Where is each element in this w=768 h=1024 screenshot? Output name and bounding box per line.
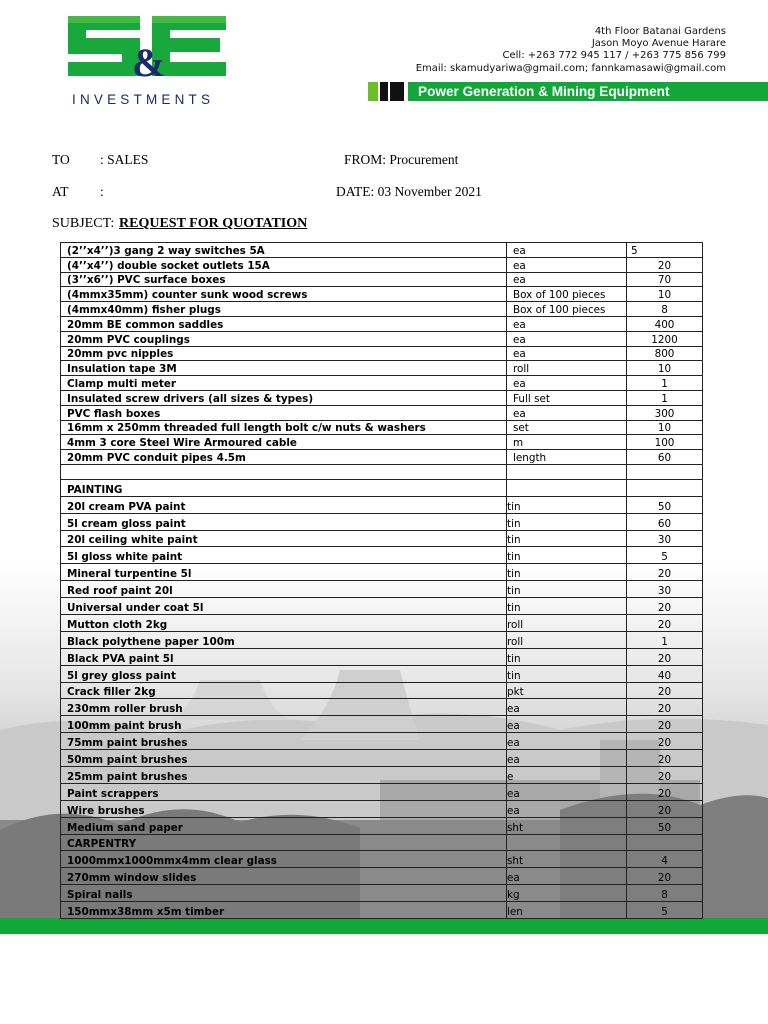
table-row [61,598,703,615]
quotation-table-body [61,243,703,919]
memo-from: FROM: Procurement [344,152,459,167]
quantity-cell: 20 [627,257,703,272]
quantity-cell: 20 [627,767,703,784]
item-cell: Universal under coat 5l [61,598,507,615]
table-row [61,257,703,272]
unit-cell: ea [507,257,627,272]
unit-cell: len [507,902,627,919]
logo-subtitle: INVESTMENTS [72,92,215,107]
unit-cell: kg [507,885,627,902]
unit-cell: pkt [507,682,627,699]
quantity-cell [627,464,703,479]
item-cell: 75mm paint brushes [61,733,507,750]
item-cell: 5l grey gloss paint [61,665,507,682]
unit-cell: ea [507,868,627,885]
footer-green-band [0,918,768,934]
quantity-cell: 100 [627,435,703,450]
email-line: Email: skamudyariwa@gmail.com; fannkamasawi@gmail.com [415,62,726,74]
item-cell: CARPENTRY [61,834,507,851]
table-row [61,716,703,733]
unit-cell: ea [507,376,627,391]
banner-tagline: Power Generation & Mining Equipment [418,84,670,99]
table-row [61,800,703,817]
item-cell: Paint scrappers [61,783,507,800]
unit-cell: roll [507,631,627,648]
unit-cell: tin [507,564,627,581]
quantity-cell: 20 [627,716,703,733]
unit-cell: sht [507,817,627,834]
item-cell [61,464,507,479]
quantity-cell: 20 [627,564,703,581]
table-section-row [61,479,703,496]
quantity-cell: 1 [627,390,703,405]
table-row [61,817,703,834]
table-row [61,885,703,902]
table-row [61,665,703,682]
item-cell: 150mmx38mm x5m timber [61,902,507,919]
unit-cell: roll [507,361,627,376]
unit-cell: tin [507,496,627,513]
item-cell: Crack filler 2kg [61,682,507,699]
item-cell: Spiral nails [61,885,507,902]
unit-cell: tin [507,665,627,682]
header-banner [368,82,768,101]
table-row [61,346,703,361]
table-row [61,376,703,391]
quantity-cell: 1 [627,631,703,648]
table-row [61,464,703,479]
item-cell: Medium sand paper [61,817,507,834]
table-row [61,547,703,564]
table-row [61,868,703,885]
memo-subject-value: REQUEST FOR QUOTATION [119,216,308,231]
quantity-cell: 50 [627,496,703,513]
unit-cell: ea [507,750,627,767]
unit-cell: ea [507,331,627,346]
table-row [61,733,703,750]
address-line-1: 4th Floor Batanai Gardens [594,26,726,37]
quantity-cell: 5 [627,547,703,564]
phone-line: Cell: +263 772 945 117 / +263 775 856 799 [502,50,726,62]
item-cell: (2’’x4’’)3 gang 2 way switches 5A [61,243,507,258]
memo-at-value: : [100,184,104,199]
unit-cell: sht [507,851,627,868]
table-row [61,513,703,530]
unit-cell: ea [507,733,627,750]
unit-cell [507,479,627,496]
unit-cell: ea [507,800,627,817]
unit-cell: tin [507,513,627,530]
item-cell: PVC flash boxes [61,405,507,420]
item-cell: 20mm PVC couplings [61,331,507,346]
quantity-cell: 5 [627,902,703,919]
table-row [61,331,703,346]
banner-accent-block [368,82,378,101]
unit-cell: m [507,435,627,450]
item-cell: 5l cream gloss paint [61,513,507,530]
item-cell: Clamp multi meter [61,376,507,391]
quantity-cell: 20 [627,598,703,615]
quantity-cell: 1 [627,376,703,391]
quantity-cell: 50 [627,817,703,834]
item-cell: 25mm paint brushes [61,767,507,784]
company-contact-block [416,26,726,75]
quantity-cell: 20 [627,750,703,767]
unit-cell: ea [507,346,627,361]
item-cell: 100mm paint brush [61,716,507,733]
item-cell: (4’’x4’’) double socket outlets 15A [61,257,507,272]
table-row [61,631,703,648]
unit-cell: Full set [507,390,627,405]
unit-cell: set [507,420,627,435]
unit-cell: ea [507,716,627,733]
table-row [61,405,703,420]
table-row [61,783,703,800]
memo-subject-label: SUBJECT: [52,216,115,231]
quantity-cell: 8 [627,302,703,317]
quantity-cell: 10 [627,361,703,376]
unit-cell: Box of 100 pieces [507,302,627,317]
item-cell: 20mm BE common saddles [61,316,507,331]
unit-cell: tin [507,648,627,665]
svg-text:&: & [132,40,166,78]
item-cell: Mineral turpentine 5l [61,564,507,581]
quantity-cell: 20 [627,682,703,699]
item-cell: (4mmx40mm) fisher plugs [61,302,507,317]
item-cell: 20mm PVC conduit pipes 4.5m [61,450,507,465]
unit-cell: Box of 100 pieces [507,287,627,302]
table-row [61,530,703,547]
quantity-cell: 20 [627,648,703,665]
table-row [61,699,703,716]
unit-cell: ea [507,243,627,258]
table-row [61,614,703,631]
banner-accent-block [380,82,388,101]
company-logo [64,14,230,107]
unit-cell: tin [507,598,627,615]
unit-cell: ea [507,405,627,420]
memo-date: DATE: 03 November 2021 [336,184,482,199]
unit-cell: ea [507,699,627,716]
unit-cell: e [507,767,627,784]
table-row [61,902,703,919]
item-cell: 270mm window slides [61,868,507,885]
quantity-cell [627,834,703,851]
unit-cell [507,834,627,851]
item-cell: Insulation tape 3M [61,361,507,376]
item-cell: PAINTING [61,479,507,496]
table-row [61,450,703,465]
quantity-cell: 60 [627,513,703,530]
quantity-cell: 8 [627,885,703,902]
quantity-cell: 70 [627,272,703,287]
quantity-cell: 20 [627,800,703,817]
quantity-cell: 20 [627,614,703,631]
unit-cell: length [507,450,627,465]
table-row [61,272,703,287]
item-cell: 20l ceiling white paint [61,530,507,547]
item-cell: (4mmx35mm) counter sunk wood screws [61,287,507,302]
item-cell: Mutton cloth 2kg [61,614,507,631]
table-row [61,420,703,435]
table-row [61,750,703,767]
item-cell: Wire brushes [61,800,507,817]
item-cell: Red roof paint 20l [61,581,507,598]
item-cell: 4mm 3 core Steel Wire Armoured cable [61,435,507,450]
item-cell: 5l gloss white paint [61,547,507,564]
quantity-cell: 20 [627,868,703,885]
unit-cell: tin [507,530,627,547]
unit-cell: ea [507,316,627,331]
table-row [61,435,703,450]
quantity-cell: 20 [627,699,703,716]
table-section-row [61,834,703,851]
memo-at-label: AT [52,184,69,199]
quantity-cell [627,479,703,496]
item-cell: 1000mmx1000mmx4mm clear glass [61,851,507,868]
quantity-cell: 30 [627,530,703,547]
quantity-cell: 400 [627,316,703,331]
quantity-cell: 10 [627,420,703,435]
table-row [61,851,703,868]
item-cell: (3’’x6’’) PVC surface boxes [61,272,507,287]
item-cell: Black PVA paint 5l [61,648,507,665]
table-row [61,564,703,581]
banner-accent-block [390,82,404,101]
item-cell: 50mm paint brushes [61,750,507,767]
unit-cell [507,464,627,479]
quotation-table [60,242,703,919]
logo-mark [64,14,230,78]
quantity-cell: 1200 [627,331,703,346]
quantity-cell: 20 [627,733,703,750]
table-row [61,302,703,317]
quantity-cell: 10 [627,287,703,302]
table-row [61,496,703,513]
quantity-cell: 5 [627,243,703,258]
quantity-cell: 300 [627,405,703,420]
item-cell: Black polythene paper 100m [61,631,507,648]
address-line-2: Jason Moyo Avenue Harare [591,38,726,50]
table-row [61,361,703,376]
quantity-cell: 800 [627,346,703,361]
item-cell: 20mm pvc nipples [61,346,507,361]
item-cell: Insulated screw drivers (all sizes & types) [61,390,507,405]
item-cell: 230mm roller brush [61,699,507,716]
table-row [61,287,703,302]
table-row [61,390,703,405]
quantity-cell: 20 [627,783,703,800]
unit-cell: tin [507,581,627,598]
table-row [61,581,703,598]
item-cell: 16mm x 250mm threaded full length bolt c/w nuts & washers [61,420,507,435]
table-row [61,682,703,699]
quantity-cell: 4 [627,851,703,868]
table-row [61,243,703,258]
table-row [61,316,703,331]
memo-to-label: TO [52,152,70,167]
unit-cell: tin [507,547,627,564]
quantity-cell: 30 [627,581,703,598]
table-row [61,767,703,784]
unit-cell: ea [507,272,627,287]
unit-cell: roll [507,614,627,631]
quantity-cell: 60 [627,450,703,465]
item-cell: 20l cream PVA paint [61,496,507,513]
quantity-cell: 40 [627,665,703,682]
table-row [61,648,703,665]
memo-to-value: : SALES [100,152,149,167]
unit-cell: ea [507,783,627,800]
